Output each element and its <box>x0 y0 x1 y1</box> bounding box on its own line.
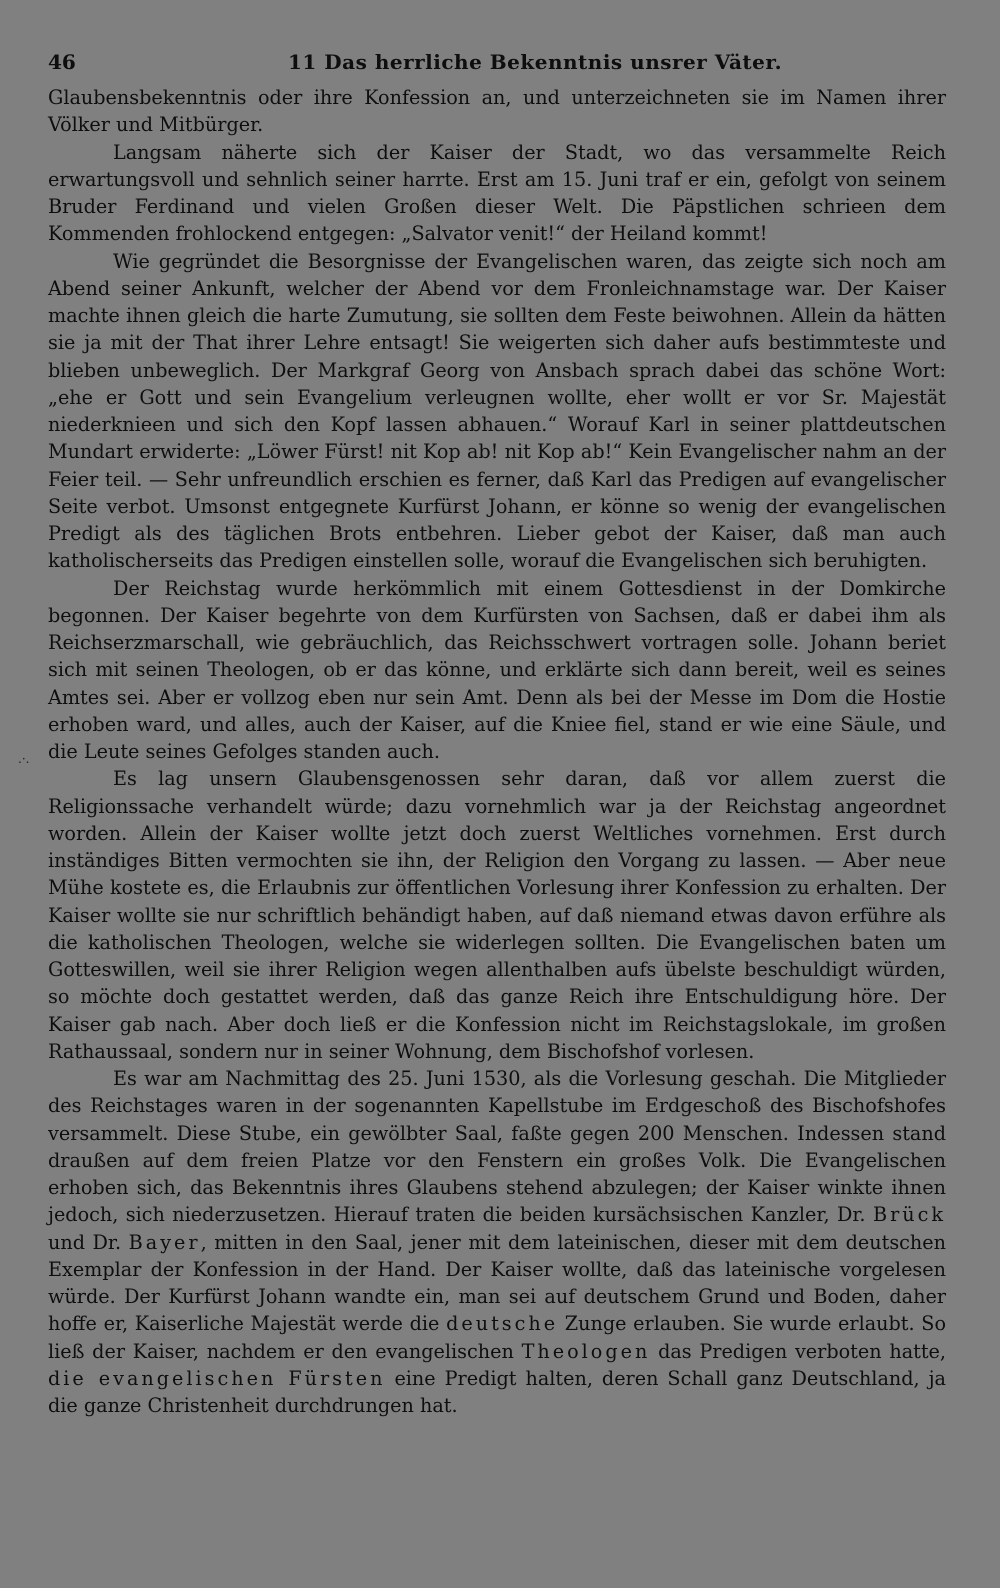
text-run: das Predigen verboten hatte, <box>658 1339 947 1363</box>
name-brueck: Brück <box>872 1203 946 1227</box>
text-run: und Dr. <box>48 1230 122 1254</box>
text-run: eine Predigt halten, deren Schall ganz Deutschland, ja die ganze Christenheit durchdrungen hat. <box>48 1366 946 1417</box>
name-bayer: Bayer <box>128 1230 201 1254</box>
paragraph: Es lag unsern Glaubensgenossen sehr daran, daß vor allem zuerst die Religionssache verhandelt würde; dazu vornehmlich war ja der Reichstag angeordnet worden. Allein der Kaiser wollte jetzt doch zuerst Weltliches vornehmen. Erst durch inständiges Bitten vermochten sie ihn, der Religion den Vorgang zu lassen. — Aber neue Mühe kostete es, die Erlaubnis zur öffentlichen Vorlesung ihrer Konfession zu erhalten. Der Kaiser wollte sie nur schriftlich behändigt haben, auf daß niemand etwas davon erführe als die katholischen Theologen, welche sie widerlegen sollten. Die Evangelischen baten um Gotteswillen, weil sie ihrer Religion wegen allenthalben aufs übelste beschuldigt würden, so möchte doch gestattet werden, daß das ganze Reich ihre Entschuldigung höre. Der Kaiser gab nach. Aber doch ließ er die Konfession nicht im Reichstagslokale, im großen Rathaussaal, sondern nur in seiner Wohnung, dem Bischofshof vorlesen. <box>48 767 946 1063</box>
text-run: , mitten in den Saal, jener mit dem lateinischen, dieser mit dem deutschen Exemplar der Konfession in der Hand. Der Kaiser wollte, daß das lateinische vorgelesen würde. Der Kurfürst Johann wandte ein, man sei auf deutschem Grund und Boden, daher hoffe er, Kaiserliche Majestät werde die <box>48 1230 946 1336</box>
margin-mark: .·. <box>18 752 30 766</box>
paragraph-final <box>48 1065 946 1419</box>
emphasis-evangelische-fuersten: die evangelischen Fürsten <box>48 1366 386 1390</box>
paragraph: Der Reichstag wurde herkömmlich mit einem Gottesdienst in der Domkirche begonnen. Der Kaiser begehrte von dem Kurfürsten von Sachsen, daß er dabei ihm als Reichserzmarschall, wie gebräuchlich, das Reichsschwert vortragen solle. Johann beriet sich mit seinen Theologen, ob er das könne, und erklärte sich dann bereit, weil es seines Amtes sei. Aber er vollzog eben nur sein Amt. Denn als bei der Messe im Dom die Hostie erhoben ward, und alles, auch der Kaiser, auf die Kniee fiel, stand er wie eine Säule, und die Leute seines Gefolges standen auch. <box>48 576 946 763</box>
paragraph: Glaubensbekenntnis oder ihre Konfession an, und unterzeichneten sie im Namen ihrer Völker und Mitbürger. <box>48 86 946 137</box>
body-text <box>48 84 946 1419</box>
emphasis-deutsche: deutsche <box>446 1312 559 1336</box>
emphasis-theologen: Theologen <box>521 1339 651 1363</box>
text-run: Zunge erlauben. Sie wurde erlaubt. So ließ der Kaiser, nachdem er den evangelischen <box>48 1312 946 1363</box>
running-title: 11 Das herrliche Bekenntnis unsrer Väter. <box>288 50 783 74</box>
page-header <box>48 44 946 84</box>
book-page <box>48 44 946 1419</box>
paragraph: Wie gegründet die Besorgnisse der Evangelischen waren, das zeigte sich noch am Abend seiner Ankunft, welcher der Abend vor dem Fronleichnamstage war. Der Kaiser machte ihnen gleich die harte Zumutung, sie sollten dem Feste beiwohnen. Allein da hätten sie ja mit der That ihrer Lehre entsagt! Sie weigerten sich daher aufs bestimmteste und blieben unbeweglich. Der Markgraf Georg von Ansbach sprach dabei das schöne Wort: „ehe er Gott und sein Evangelium verleugnen wollte, eher wollt er vor Sr. Majestät niederknieen und sich den Kopf lassen abhauen.“ Worauf Karl in seiner plattdeutschen Mundart erwiderte: „Löwer Fürst! nit Kop ab! nit Kop ab!“ Kein Evangelischer nahm an der Feier teil. — Sehr unfreundlich erschien es ferner, daß Karl das Predigen auf evangelischer Seite verbot. Umsonst entgegnete Kurfürst Johann, er könne so wenig der evangelischen Predigt als des täglichen Brots entbehren. Lieber gebot der Kaiser, daß man auch katholischerseits das Predigen einstellen solle, worauf die Evangelischen sich beruhigten. <box>48 249 946 573</box>
paragraph: Langsam näherte sich der Kaiser der Stadt, wo das versammelte Reich erwartungsvoll und sehnlich seiner harrte. Erst am 15. Juni traf er ein, gefolgt von seinem Bruder Ferdinand und vielen Großen dieser Welt. Die Päpstlichen schrieen dem Kommenden frohlockend entgegen: „Salvator venit!“ der Heiland kommt! <box>48 140 946 246</box>
text-run: Es war am Nachmittag des 25. Juni 1530, als die Vorlesung geschah. Die Mitglieder des Reichstages waren in der sogenannten Kapellstube im Erdgeschoß des Bischofshofes versammelt. Diese Stube, ein gewölbter Saal, faßte gegen 200 Menschen. Indessen stand draußen auf dem freien Platze vor den Fenstern ein großes Volk. Die Evangelischen erhoben sich, das Bekenntnis ihres Glaubens stehend abzulegen; der Kaiser winkte ihnen jedoch, sich niederzusetzen. Hierauf traten die beiden kursächsischen Kanzler, Dr. <box>48 1067 946 1227</box>
page-number: 46 <box>48 50 76 74</box>
